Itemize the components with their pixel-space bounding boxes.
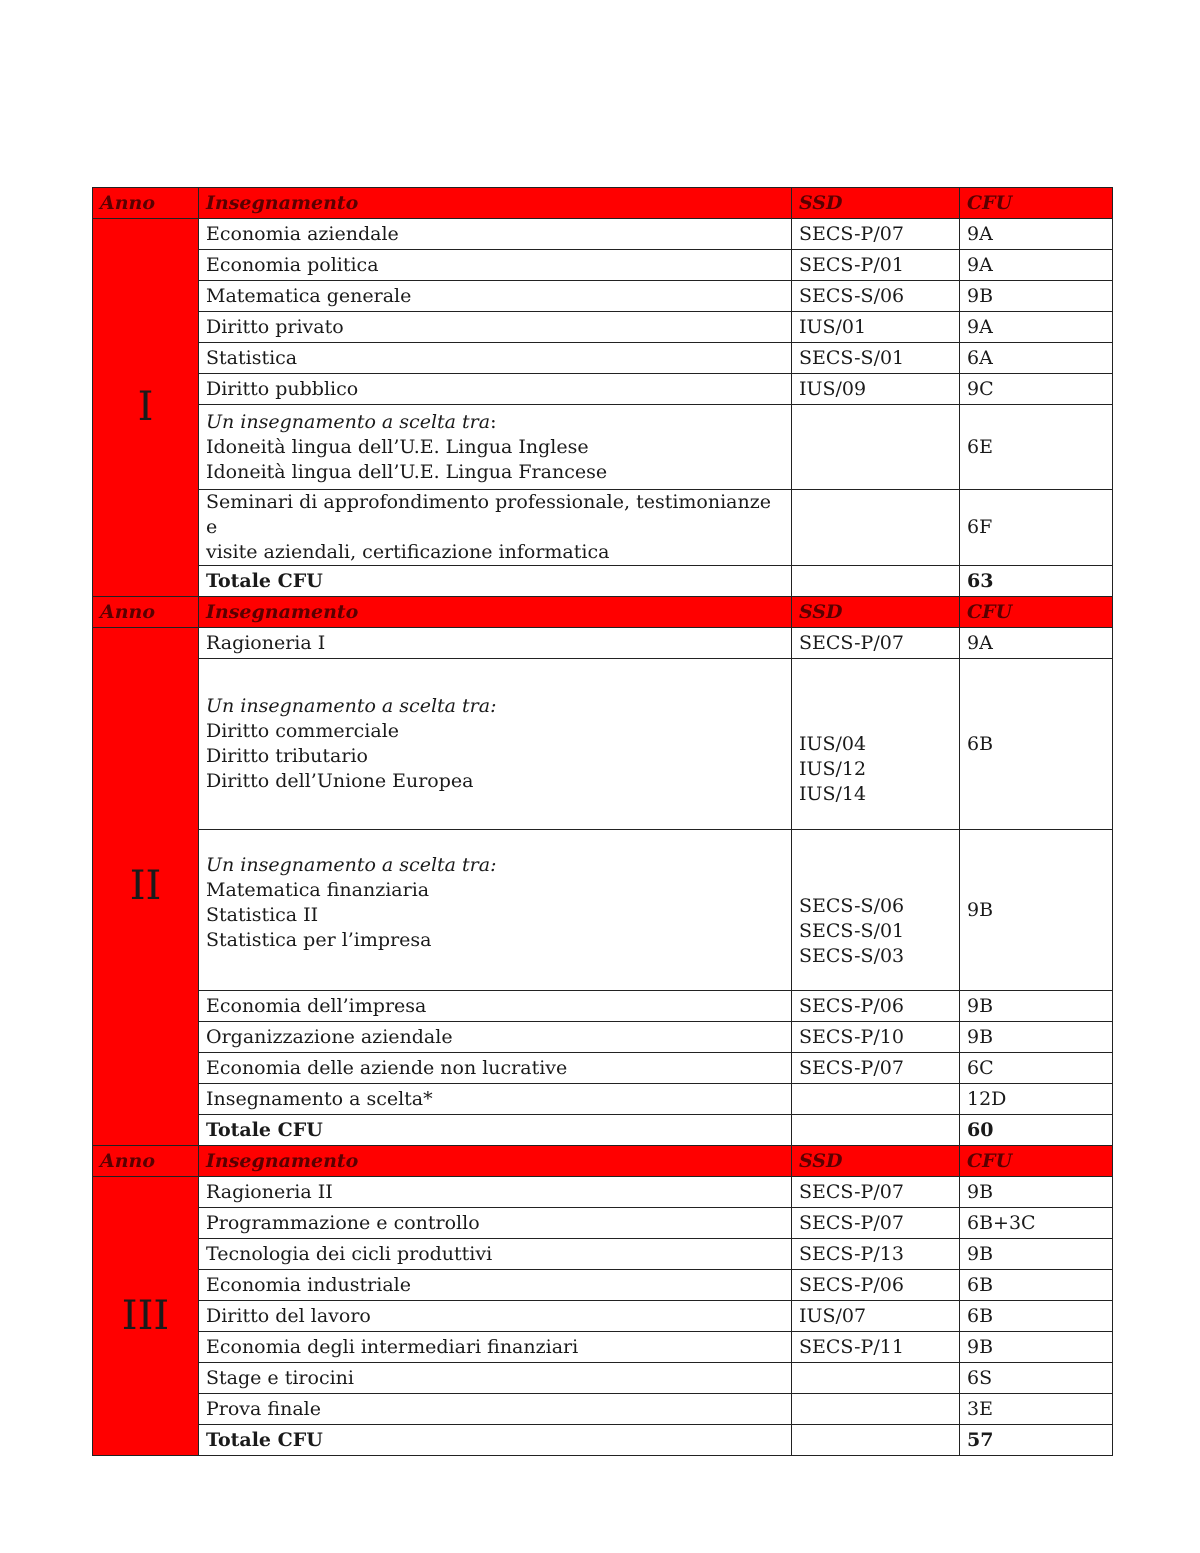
course-cfu: 9A [960,250,1113,281]
table-row [93,312,1113,343]
course-ssd: SECS-P/07 [792,1177,960,1208]
choice-option: Idoneità lingua dell’U.E. Lingua Francese [206,460,608,483]
header-ssd: SSD [792,188,960,219]
course-ssd: SECS-P/06 [792,1270,960,1301]
table-row [93,343,1113,374]
choice-title: Un insegnamento a scelta tra: [206,695,497,717]
curriculum-table [92,187,1113,1456]
header-insegnamento: Insegnamento [199,1146,792,1177]
total-label: Totale CFU [199,1425,792,1456]
table-row [93,1332,1113,1363]
total-ssd [792,566,960,597]
year-label: III [93,1177,199,1456]
total-value: 57 [960,1425,1113,1456]
choice-ssd: IUS/04 [799,732,867,755]
course-name: Economia degli intermediari finanziari [199,1332,792,1363]
course-cfu: 6C [960,1053,1113,1084]
course-ssd: IUS/01 [792,312,960,343]
course-cfu: 6A [960,343,1113,374]
header-insegnamento: Insegnamento [199,597,792,628]
header-insegnamento: Insegnamento [199,188,792,219]
course-name: Diritto privato [199,312,792,343]
course-cfu: 6B [960,659,1113,830]
course-cfu: 9B [960,281,1113,312]
course-cfu: 6E [960,405,1113,490]
course-cfu: 9B [960,991,1113,1022]
course-name: Insegnamento a scelta* [199,1084,792,1115]
table-row [93,1208,1113,1239]
course-name: Economia dell’impresa [199,991,792,1022]
header-cfu: CFU [960,188,1113,219]
course-ssd [792,1084,960,1115]
choice-option: Statistica per l’impresa [206,929,432,951]
course-name: Programmazione e controllo [199,1208,792,1239]
course-cfu: 12D [960,1084,1113,1115]
header-cfu: CFU [960,1146,1113,1177]
header-anno: Anno [93,597,199,628]
header-ssd: SSD [792,1146,960,1177]
course-cfu: 9B [960,1177,1113,1208]
table-row [93,1270,1113,1301]
header-cfu: CFU [960,597,1113,628]
choice-cell [199,659,792,830]
choice-ssd-cell [792,659,960,830]
year-label: II [93,628,199,1146]
total-value: 60 [960,1115,1113,1146]
choice-cell [199,405,792,490]
course-ssd [792,1394,960,1425]
total-label: Totale CFU [199,566,792,597]
seminari-cell [199,490,792,566]
seminari-line: Seminari di approfondimento professionale, testimonianze e [206,491,771,538]
course-cfu: 6B+3C [960,1208,1113,1239]
course-cfu: 9C [960,374,1113,405]
course-ssd: SECS-S/06 [792,281,960,312]
course-ssd: SECS-P/07 [792,628,960,659]
course-cfu: 9B [960,1332,1113,1363]
choice-ssd: SECS-S/03 [799,944,905,967]
header-anno: Anno [93,188,199,219]
course-ssd: IUS/07 [792,1301,960,1332]
course-name: Organizzazione aziendale [199,1022,792,1053]
choice-ssd: SECS-S/01 [799,919,905,942]
table-row [93,991,1113,1022]
header-anno: Anno [93,1146,199,1177]
course-ssd [792,490,960,566]
choice-row [93,659,1113,830]
table-row [93,1022,1113,1053]
course-ssd: SECS-P/06 [792,991,960,1022]
course-name: Economia industriale [199,1270,792,1301]
course-name: Tecnologia dei cicli produttivi [199,1239,792,1270]
course-name: Economia delle aziende non lucrative [199,1053,792,1084]
course-cfu: 9A [960,219,1113,250]
course-ssd: SECS-P/07 [792,1053,960,1084]
course-cfu: 9B [960,1022,1113,1053]
course-ssd: SECS-P/11 [792,1332,960,1363]
course-name: Statistica [199,343,792,374]
course-name: Economia politica [199,250,792,281]
course-name: Prova finale [199,1394,792,1425]
course-name: Stage e tirocini [199,1363,792,1394]
year-label: I [93,219,199,597]
choice-ssd-cell [792,830,960,991]
total-label: Totale CFU [199,1115,792,1146]
course-name: Matematica generale [199,281,792,312]
table-row [93,250,1113,281]
total-ssd [792,1115,960,1146]
header-row [93,597,1113,628]
total-row [93,566,1113,597]
header-ssd: SSD [792,597,960,628]
header-row [93,188,1113,219]
course-ssd: SECS-S/01 [792,343,960,374]
header-row [93,1146,1113,1177]
choice-title: Un insegnamento a scelta tra [206,410,491,433]
choice-row [93,830,1113,991]
course-name: Economia aziendale [199,219,792,250]
table-row [93,1363,1113,1394]
course-ssd: SECS-P/01 [792,250,960,281]
course-cfu: 3E [960,1394,1113,1425]
course-ssd: SECS-P/13 [792,1239,960,1270]
total-value: 63 [960,566,1113,597]
course-name: Diritto del lavoro [199,1301,792,1332]
choice-option: Diritto commerciale [206,720,400,742]
table-row [93,374,1113,405]
course-cfu: 6B [960,1301,1113,1332]
course-ssd [792,1363,960,1394]
course-cfu: 9B [960,830,1113,991]
total-row [93,1425,1113,1456]
choice-title: Un insegnamento a scelta tra: [206,854,497,876]
table-row [93,1239,1113,1270]
seminari-line: visite aziendali, certificazione informatica [206,541,610,563]
choice-row [93,405,1113,490]
table-row [93,1301,1113,1332]
choice-option: Matematica finanziaria [206,879,430,901]
choice-option: Diritto tributario [206,745,368,767]
course-cfu: 9B [960,1239,1113,1270]
choice-ssd: SECS-S/06 [799,894,905,917]
table-row [93,1394,1113,1425]
course-cfu: 6B [960,1270,1113,1301]
course-name: Diritto pubblico [199,374,792,405]
course-cfu: 6F [960,490,1113,566]
seminari-row [93,490,1113,566]
choice-option: Diritto dell’Unione Europea [206,770,474,792]
course-ssd [792,405,960,490]
total-ssd [792,1425,960,1456]
choice-ssd: IUS/12 [799,757,867,780]
course-name: Ragioneria I [199,628,792,659]
table-row [93,219,1113,250]
course-cfu: 6S [960,1363,1113,1394]
course-ssd: SECS-P/07 [792,1208,960,1239]
course-ssd: IUS/09 [792,374,960,405]
course-cfu: 9A [960,312,1113,343]
table-row [93,628,1113,659]
choice-option: Idoneità lingua dell’U.E. Lingua Inglese [206,435,589,458]
choice-ssd: IUS/14 [799,782,867,805]
table-row [93,1177,1113,1208]
table-row [93,1053,1113,1084]
course-name: Ragioneria II [199,1177,792,1208]
total-row [93,1115,1113,1146]
course-cfu: 9A [960,628,1113,659]
choice-colon: : [490,410,497,433]
table-row [93,1084,1113,1115]
table-row [93,281,1113,312]
course-ssd: SECS-P/10 [792,1022,960,1053]
choice-option: Statistica II [206,904,319,926]
course-ssd: SECS-P/07 [792,219,960,250]
choice-cell [199,830,792,991]
